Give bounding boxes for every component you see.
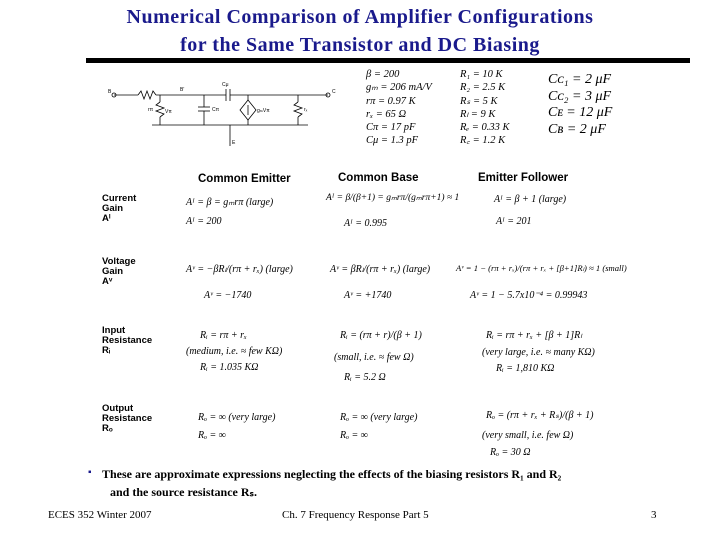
node-c-label: C	[332, 89, 336, 95]
ce-output-resistance-expression: Rₒ = ∞ (very large)	[198, 412, 276, 423]
row-label-input-resistance: Input Resistance Rᵢ	[102, 325, 153, 356]
param-rc: R꜀ = 1.2 K	[460, 135, 506, 147]
param-rs: Rₛ = 5 K	[460, 95, 498, 107]
ce-current-gain-value: Aᴵ = 200	[186, 216, 222, 227]
ce-input-resistance-value: Rᵢ = 1.035 KΩ	[200, 362, 259, 373]
param-cc1: Cᴄ₁ = 2 μF	[548, 72, 612, 87]
ce-input-resistance-note: (medium, i.e. ≈ few KΩ)	[186, 346, 283, 357]
params-transistor	[366, 68, 432, 148]
ro-label: rₓ	[304, 107, 308, 113]
ce-voltage-gain-value: Aᵛ = −1740	[204, 290, 252, 301]
note-line-1: These are approximate expressions neglecting the effects of the biasing resistors R₁ and R₂	[102, 467, 562, 481]
column-header-emitter-follower: Emitter Follower	[478, 172, 569, 184]
node-b-label: B	[108, 89, 112, 95]
column-header-common-base: Common Base	[338, 172, 419, 184]
cb-output-resistance-value: Rₒ = ∞	[340, 430, 368, 441]
ef-input-resistance-value: Rᵢ = 1,810 KΩ	[496, 363, 555, 374]
rpi-label: rπ	[148, 107, 154, 113]
cpi-label: Cπ	[212, 107, 220, 113]
param-rl: Rₗ = 9 K	[460, 108, 496, 120]
params-resistors	[460, 68, 510, 148]
cb-input-resistance-note: (small, i.e. ≈ few Ω)	[334, 352, 414, 363]
page-title-line1: Numerical Comparison of Amplifier Configurations	[126, 6, 594, 28]
ef-output-resistance-note: (very small, i.e. few Ω)	[482, 430, 574, 441]
cb-input-resistance-expression: Rᵢ = (rπ + r)/(β + 1)	[340, 330, 422, 341]
cb-voltage-gain-expression: Aᵛ = βRₗ/(rπ + rₓ) (large)	[330, 264, 431, 275]
param-cpi: Cπ = 17 pF	[366, 122, 416, 134]
cb-current-gain-expression: Aᴵ = β/(β+1) = gₘrπ/(gₘrπ+1) ≈ 1	[326, 193, 460, 203]
param-cb: Cʙ = 2 μF	[548, 121, 606, 137]
param-cmu: Cμ = 1.3 pF	[366, 135, 419, 147]
footer-chapter: Ch. 7 Frequency Response Part 5	[282, 509, 429, 521]
row-label-current-gain: Current Gain Aᴵ	[102, 193, 137, 224]
ef-voltage-gain-expression: Aᵛ = 1 − (rπ + rₓ)/(rπ + rₓ + [β+1]Rₗ) ≈ 1 (small)	[456, 263, 627, 273]
hybrid-pi-circuit-diagram	[108, 78, 340, 150]
node-bprime-label: B'	[180, 87, 185, 93]
ce-input-resistance-expression: Rᵢ = rπ + rₓ	[200, 330, 247, 341]
gm-source-label: gₘVπ	[257, 108, 270, 114]
cb-input-resistance-value: Rᵢ = 5.2 Ω	[344, 372, 386, 383]
vpi-label: Vπ	[165, 109, 172, 115]
row-label-output-resistance: Output Resistance Rₒ	[102, 403, 153, 434]
ce-output-resistance-value: Rₒ = ∞	[198, 430, 226, 441]
cb-current-gain-value: Aᴵ = 0.995	[344, 218, 387, 229]
row-label-voltage-gain: Voltage Gain Aᵛ	[102, 256, 136, 287]
param-ce: Cᴇ = 12 μF	[548, 105, 613, 120]
ce-current-gain-expression: Aᴵ = β = gₘrπ (large)	[186, 197, 274, 208]
page-title-line2: for the Same Transistor and DC Biasing	[180, 34, 540, 56]
ef-input-resistance-note: (very large, i.e. ≈ many KΩ)	[482, 347, 595, 358]
ef-current-gain-expression: Aᴵ = β + 1 (large)	[494, 194, 567, 205]
param-rx: rₓ = 65 Ω	[366, 108, 407, 120]
cb-output-resistance-expression: Rₒ = ∞ (very large)	[340, 412, 418, 423]
title-rule	[86, 58, 690, 63]
column-header-common-emitter: Common Emitter	[198, 173, 291, 185]
footer-course: ECES 352 Winter 2007	[48, 509, 152, 521]
param-r2: R₂ = 2.5 K	[460, 82, 506, 94]
cmu-label: Cμ	[222, 82, 229, 88]
footer-page-number: 3	[651, 509, 657, 521]
param-beta: β = 200	[366, 69, 400, 80]
ef-input-resistance-expression: Rᵢ = rπ + rₓ + [β + 1]Rₗ	[486, 330, 582, 341]
param-r1: R₁ = 10 K	[460, 69, 503, 80]
note-bullet-icon: ▪	[88, 467, 92, 478]
ef-current-gain-value: Aᴵ = 201	[496, 216, 532, 227]
ce-voltage-gain-expression: Aᵛ = −βRₗ/(rπ + rₓ) (large)	[186, 264, 293, 275]
param-rpi: rπ = 0.97 K	[366, 95, 416, 107]
ef-voltage-gain-value: Aᵛ = 1 − 5.7x10⁻⁴ = 0.99943	[470, 290, 588, 301]
note-line-2: and the source resistance Rₛ.	[110, 485, 258, 499]
params-capacitors	[548, 72, 612, 138]
cb-voltage-gain-value: Aᵛ = +1740	[344, 290, 392, 301]
ef-output-resistance-expression: Rₒ = (rπ + rₓ + Rₛ)/(β + 1)	[486, 410, 594, 421]
param-cc2: Cᴄ₂ = 3 μF	[548, 88, 612, 104]
ef-output-resistance-value: Rₒ = 30 Ω	[490, 447, 531, 458]
param-re: Rₑ = 0.33 K	[460, 122, 510, 134]
node-e-label: E	[232, 140, 236, 146]
param-gm: gₘ = 206 mA/V	[366, 82, 432, 94]
